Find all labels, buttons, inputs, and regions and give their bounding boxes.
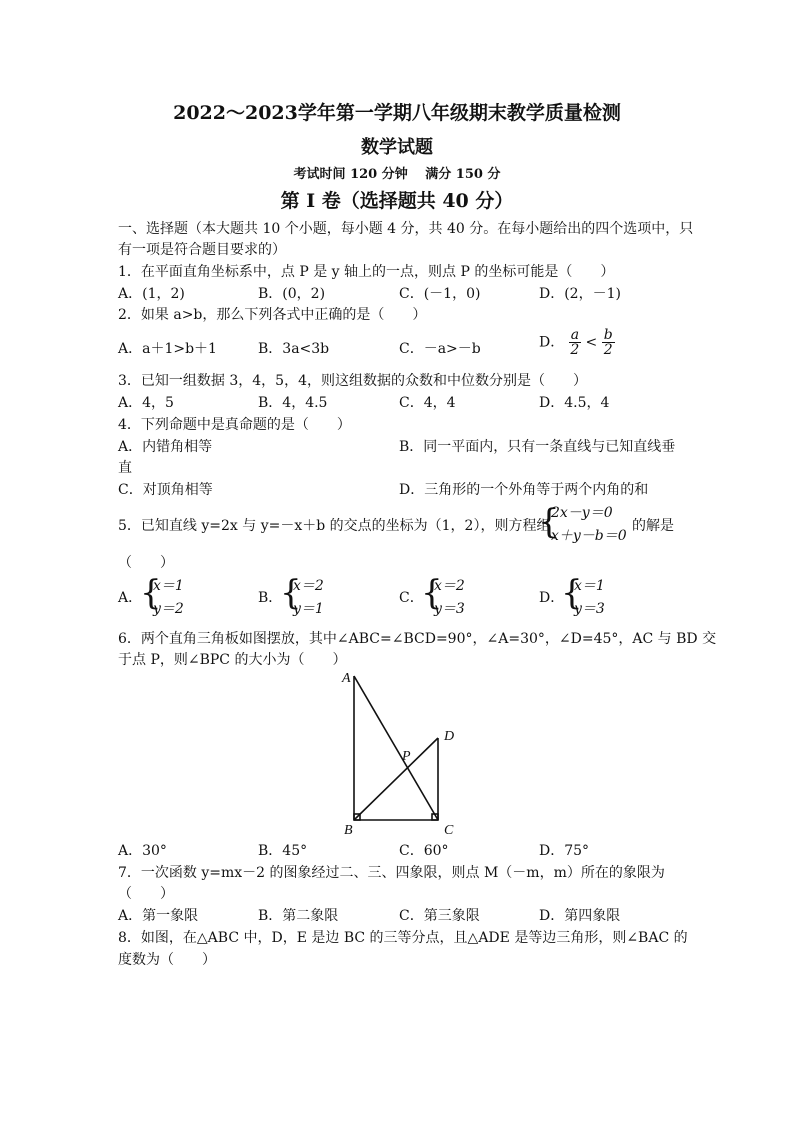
q5-option-c-line1: x＝2 xyxy=(434,578,465,594)
q2-option-d-label: D． xyxy=(539,334,565,351)
label-b: B xyxy=(344,823,353,838)
option-c-brace: { xyxy=(421,573,443,613)
q1-option-a: A．(1，2) xyxy=(118,286,185,302)
q5-option-d-line2: y＝3 xyxy=(574,601,605,617)
q3-option-d: D．4.5，4 xyxy=(539,395,610,411)
q5-option-c-label: C． xyxy=(399,590,424,606)
segment-ac xyxy=(354,676,438,820)
segment-bd xyxy=(354,738,438,820)
q2-option-d xyxy=(539,328,615,357)
option-d-brace: { xyxy=(561,573,583,613)
section-instruction-line1: 一、选择题（本大题共 10 个小题，每小题 4 分，共 40 分。在每小题给出的四个选项中，只 xyxy=(118,221,694,237)
equation-system-brace: { xyxy=(538,502,560,542)
q5-option-a-line1: x＝1 xyxy=(153,578,184,594)
q1-option-c: C．(－1，0) xyxy=(399,286,481,302)
exam-title: 2022～2023学年第一学期八年级期末教学质量检测 xyxy=(173,102,621,124)
q3-option-b: B．4，4.5 xyxy=(258,395,328,411)
fraction-numerator: b xyxy=(603,327,613,343)
less-than-sign: < xyxy=(585,334,598,351)
fraction-denominator: 2 xyxy=(570,342,580,358)
q4-option-d: D．三角形的一个外角等于两个内角的和 xyxy=(399,482,649,498)
q5-option-b-line2: y＝1 xyxy=(293,601,324,617)
q4-option-a: A．内错角相等 xyxy=(118,439,213,455)
exam-info: 考试时间 120 分钟 满分 150 分 xyxy=(293,167,501,182)
fraction-numerator: a xyxy=(570,327,580,343)
q8-stem-line2: 度数为（ ） xyxy=(118,952,216,968)
q8-stem: 8．如图，在△ABC 中，D，E 是边 BC 的三等分点，且△ADE 是等边三角形，则∠BAC 的 xyxy=(118,930,688,946)
q6-option-d: D．75° xyxy=(539,843,590,859)
q4-option-b-continued: 直 xyxy=(118,460,132,476)
fraction-a-over-2 xyxy=(569,328,581,357)
q6-stem-line2: 于点 P，则∠BPC 的大小为（ ） xyxy=(118,652,347,668)
label-p: P xyxy=(402,749,411,764)
q5-option-a-label: A． xyxy=(118,590,143,606)
q4-stem: 4．下列命题中是真命题的是（ ） xyxy=(118,417,351,433)
q5-option-b-label: B． xyxy=(258,590,283,606)
q5-option-d-line1: x＝1 xyxy=(574,578,605,594)
q6-option-a: A．30° xyxy=(118,843,167,859)
q1-option-b: B．(0，2) xyxy=(258,286,326,302)
q5-stem-end: 的解是 xyxy=(632,518,674,534)
q5-option-b-line1: x＝2 xyxy=(293,578,324,594)
subject-title: 数学试题 xyxy=(361,137,433,158)
q4-option-c: C．对顶角相等 xyxy=(118,482,213,498)
q7-option-a: A．第一象限 xyxy=(118,908,199,924)
q7-option-b: B．第二象限 xyxy=(258,908,339,924)
q7-answer-paren: （ ） xyxy=(118,886,174,902)
q5-equation-1: 2x－y＝0 xyxy=(551,505,613,521)
q5-option-c-line2: y＝3 xyxy=(434,601,465,617)
q3-option-c: C．4，4 xyxy=(399,395,456,411)
q5-equation-2: x＋y－b＝0 xyxy=(551,528,627,544)
q6-option-c: C．60° xyxy=(399,843,449,859)
label-a: A xyxy=(342,671,351,686)
label-c: C xyxy=(444,823,454,838)
q1-stem: 1．在平面直角坐标系中，点 P 是 y 轴上的一点，则点 P 的坐标可能是（ ） xyxy=(118,264,615,280)
q5-stem: 5．已知直线 y=2x 与 y=－x＋b 的交点的坐标为（1，2），则方程组 xyxy=(118,518,551,534)
option-a-brace: { xyxy=(140,573,162,613)
q6-option-b: B．45° xyxy=(258,843,308,859)
q3-stem: 3．已知一组数据 3，4，5，4，则这组数据的众数和中位数分别是（ ） xyxy=(118,373,587,389)
label-d: D xyxy=(444,729,455,744)
q2-option-c: C．－a>－b xyxy=(399,341,481,357)
q2-stem: 2．如果 a>b，那么下列各式中正确的是（ ） xyxy=(118,307,427,323)
option-b-brace: { xyxy=(280,573,302,613)
q5-option-d-label: D． xyxy=(539,590,565,606)
q5-option-a-line2: y＝2 xyxy=(153,601,184,617)
fraction-b-over-2 xyxy=(602,328,615,357)
section-instruction-line2: 有一项是符合题目要求的） xyxy=(118,242,286,258)
q4-option-b: B．同一平面内，只有一条直线与已知直线垂 xyxy=(399,439,676,455)
q1-option-d: D．(2，－1) xyxy=(539,286,621,302)
triangle-figure xyxy=(330,668,470,840)
q2-option-b: B．3a<3b xyxy=(258,341,330,357)
q3-option-a: A．4，5 xyxy=(118,395,174,411)
q6-stem: 6．两个直角三角板如图摆放，其中∠ABC=∠BCD=90°，∠A=30°，∠D=45°，AC 与 BD 交 xyxy=(118,631,717,647)
fraction-denominator: 2 xyxy=(603,342,613,358)
q7-option-c: C．第三象限 xyxy=(399,908,480,924)
q7-option-d: D．第四象限 xyxy=(539,908,621,924)
q5-answer-paren: （ ） xyxy=(118,555,174,571)
part-title: 第 I 卷（选择题共 40 分） xyxy=(280,190,514,212)
q2-option-a: A．a＋1>b＋1 xyxy=(118,341,217,357)
q7-stem: 7．一次函数 y=mx－2 的图象经过二、三、四象限，则点 M（－m，m）所在的象限为 xyxy=(118,865,665,881)
